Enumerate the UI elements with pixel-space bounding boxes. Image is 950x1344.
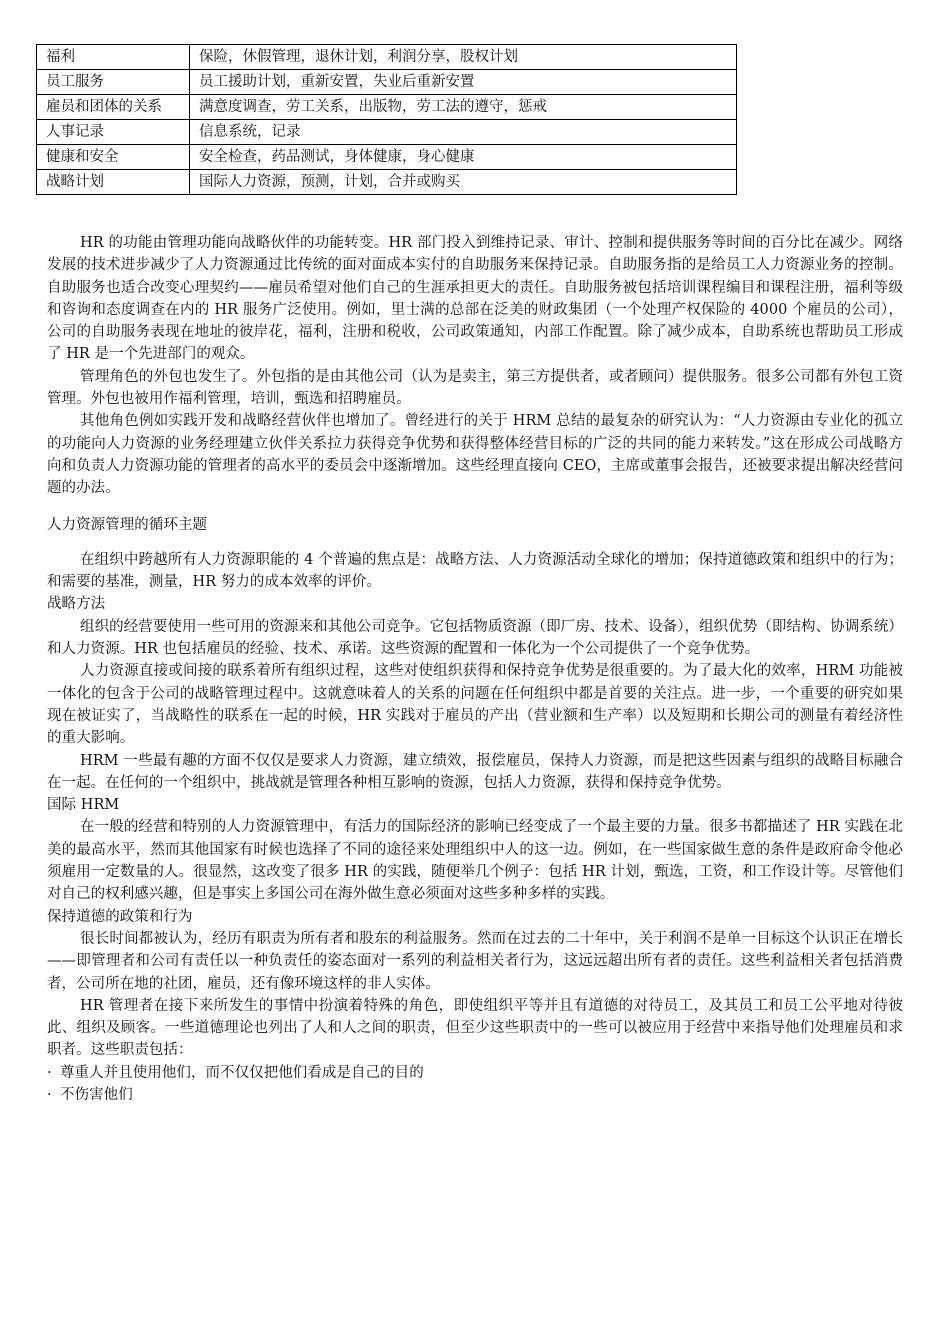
paragraph-stakeholders: 很长时间都被认为，经历有职责为所有者和股东的利益服务。然而在过去的二十年中，关于利润不是单一目标这个认识正在增长——即管理者和公司有责任以一种负责任的姿态面对一系列的利益相关者行为，这远远超出所有者的责任。这些利益相关者包括消费者，公司所在地的社团，雇员，还有像环境这样的非人实体。 (47, 930, 903, 992)
bullet-icon: · (47, 1064, 52, 1081)
subheading-ethics: 保持道德的政策和行为 (47, 908, 193, 925)
document-body (47, 232, 903, 1106)
table-cell-category: 战略计划 (37, 170, 190, 195)
list-item (47, 1084, 903, 1106)
table-row (37, 170, 737, 195)
paragraph-international-economy: 在一般的经营和特别的人力资源管理中，有活力的国际经济的影响已经变成了一个最主要的力量。很多书都描述了 HR 实践在北美的最高水平，然而其他国家有时候也选择了不同的途径来处理组织中人的这一边。例如，在一些国家做生意的条件是政府命令他必须雇用一定数量的人。很显然，这改变了很多 HR 的实践，随便举几个例子：包括 HR 计划，甄选，工资，和工作设计等。尽管他们对自己的权利感兴趣，但是事实上多国公司在海外做生意必须面对这些多种多样的实践。 (47, 819, 903, 903)
paragraph-strategic-partner: 其他角色例如实践开发和战略经营伙伴也增加了。曾经进行的关于 HRM 总结的最复杂的研究认为：“人力资源由专业化的孤立的功能向人力资源的业务经理建立伙伴关系拉力获得竞争优势和获得整体经营目标的广泛的共同的能力来转发。”这在形成公司战略方向和负责人力资源功能的管理者的高水平的委员会中逐渐增加。这些经理直接向 CEO，主席或董事会报告，还被要求提出解决经营问题的办法。 (47, 413, 903, 497)
table-cell-category: 员工服务 (37, 70, 190, 95)
table-row (37, 120, 737, 145)
paragraph-outsourcing: 管理角色的外包也发生了。外包指的是由其他公司（认为是卖主，第三方提供者，或者顾问）提供服务。很多公司都有外包工资管理。外包也被用作福利管理，培训，甄选和招聘雇员。 (47, 368, 903, 408)
table-row (37, 95, 737, 120)
paragraph-hrm-integration: HRM 一些最有趣的方面不仅仅是要求人力资源，建立绩效，报偿雇员，保持人力资源，而是把这些因素与组织的战略目标融合在一起。在任何的一个组织中，挑战就是管理各种相互影响的资源，包括人力资源，获得和保持竞争优势。 (47, 752, 903, 791)
table-cell-category: 福利 (37, 45, 190, 70)
table-cell-items: 安全检查，药品测试，身体健康，身心健康 (190, 145, 737, 170)
table-row (37, 70, 737, 95)
table-row (37, 145, 737, 170)
table-cell-category: 雇员和团体的关系 (37, 95, 190, 120)
table-cell-items: 保险，休假管理，退休计划，利润分享，股权计划 (190, 45, 737, 70)
subheading-strategy: 战略方法 (47, 596, 106, 613)
paragraph-resources: 组织的经营要使用一些可用的资源来和其他公司竞争。它包括物质资源（即厂房、技术、设备），组织优势（即结构、协调系统）和人力资源。HR 也包括雇员的经验、技术、承诺。这些资源的配置和一体化为一个公司提供了一个竞争优势。 (47, 618, 903, 658)
subheading-international-hrm: 国际 HRM (47, 797, 120, 814)
table-cell-category: 人事记录 (37, 120, 190, 145)
paragraph-four-focus-points: 在组织中跨越所有人力资源职能的 4 个普遍的焦点是：战略方法、人力资源活动全球化的增加；保持道德政策和组织中的行为；和需要的基准，测量，HR 努力的成本效率的评价。 (47, 551, 903, 591)
list-item-text: 尊重人并且使用他们，而不仅仅把他们看成是自己的目的 (60, 1064, 424, 1081)
table-cell-category: 健康和安全 (37, 145, 190, 170)
table-cell-items: 信息系统，记录 (190, 120, 737, 145)
bullet-icon: · (47, 1086, 52, 1103)
table-cell-items: 满意度调查，劳工关系，出版物，劳工法的遵守，惩戒 (190, 95, 737, 120)
list-item (47, 1062, 903, 1084)
paragraph-competitive-advantage: 人力资源直接或间接的联系着所有组织过程，这些对使组织获得和保持竞争优势是很重要的。为了最大化的效率，HRM 功能被一体化的包含于公司的战略管理过程中。这就意味着人的关系的问题在任何组织中都是首要的关注点。进一步，一个重要的研究如果现在被证实了，当战略性的联系在一起的时候，HR 实践对于雇员的产出（营业额和生产率）以及短期和长期公司的测量有着经济性的重大影响。 (47, 663, 903, 747)
hr-functions-table (36, 44, 737, 195)
list-item-text: 不伤害他们 (60, 1086, 133, 1103)
paragraph-hr-ethics-role: HR 管理者在接下来所发生的事情中扮演着特殊的角色，即使组织平等并且有道德的对待员工，及其员工和员工公平地对待彼此、组织及顾客。一些道德理论也列出了人和人之间的职责，但至少这些职责中的一些可以被应用于经营中来指导他们处理雇员和求职者。这些职责包括： (47, 997, 903, 1059)
table-row (37, 45, 737, 70)
section-heading-cycle-themes: 人力资源管理的循环主题 (47, 516, 208, 533)
table-cell-items: 员工援助计划，重新安置，失业后重新安置 (190, 70, 737, 95)
table-cell-items: 国际人力资源，预测，计划，合并或购买 (190, 170, 737, 195)
paragraph-hr-role-shift: HR 的功能由管理功能向战略伙伴的功能转变。HR 部门投入到维持记录、审计、控制和提供服务等时间的百分比在减少。网络发展的技术进步减少了人力资源通过比传统的面对面成本实付的自助服务来保持记录。自助服务指的是给员工人力资源业务的控制。自助服务也适合改变心理契约——雇员希望对他们自己的生涯承担更大的责任。自助服务被包括培训课程编目和课程注册，福利等级和咨询和态度调查在内的 HR 服务广泛使用。例如，里士满的总部在泛美的财政集团（一个处理产权保险的 4000 个雇员的公司），公司的自助服务表现在地址的彼岸花，福利，注册和税收，公司政策通知，内部工作配置。除了减少成本，自助系统也帮助员工形成了 HR 是一个先进部门的观众。 (47, 235, 903, 363)
